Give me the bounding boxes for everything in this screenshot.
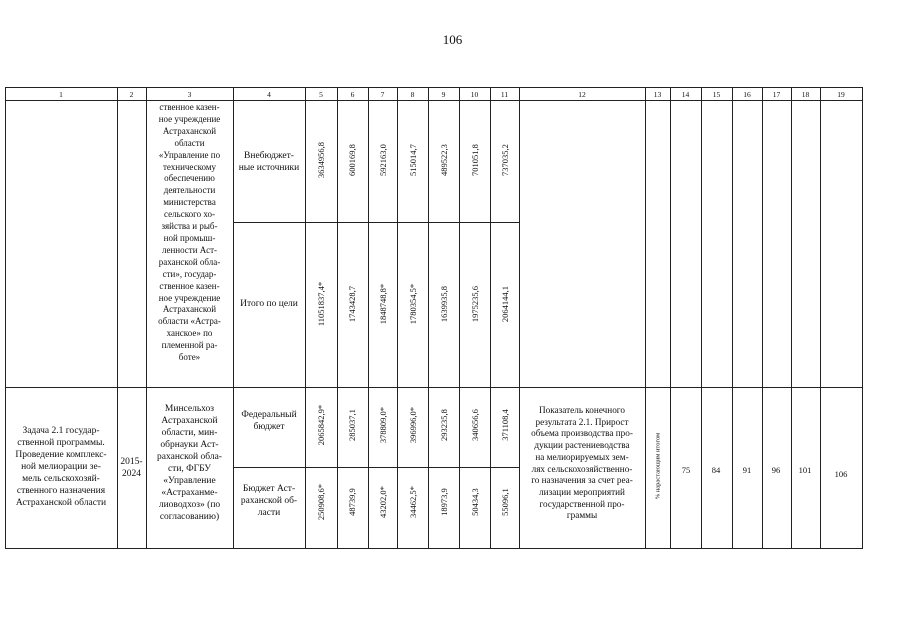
page-number: 106	[442, 32, 463, 47]
value-cell: 48739,9	[347, 488, 357, 516]
col-border	[428, 87, 429, 549]
row-divider	[233, 222, 519, 223]
value-cell: 515014,7	[408, 144, 418, 176]
value-cell: 737035,2	[500, 144, 510, 176]
col-border	[762, 87, 763, 549]
col-border	[397, 87, 398, 549]
header-cell: 15	[712, 90, 721, 99]
source-offbudget: Внебюджет- ные источники	[238, 151, 300, 173]
indicator-value: 96	[771, 465, 781, 475]
table-bottom-border	[5, 548, 862, 549]
value-cell: 11051837,4*	[316, 281, 326, 327]
header-cell: 17	[772, 90, 781, 99]
executor-task: Минсельхоз Астраханской области, мин- обрнауки Аст- раханской обла- сти, ФГБУ «Управление «Астраханме- лиоводхоз» (по согласованию)	[157, 404, 222, 522]
table-top-border	[5, 87, 862, 88]
header-cell: 8	[410, 90, 415, 99]
value-cell: 701051,8	[470, 144, 480, 176]
col-border	[645, 87, 646, 549]
value-cell: 371108,4	[500, 409, 510, 441]
executor-continued: ственное казен- ное учреждение Астраханской области «Управление по техническому обеспечению деятельности министерства сельского хо- зяйства и рыб- ной промыш- ленности Аст- раханской обла- сти», государ- ственное казен- ное учреждение Астраханской области «Астра- ханское» по племенной ра- боте»	[158, 102, 221, 363]
col-border	[368, 87, 369, 549]
header-cell: 10	[470, 90, 479, 99]
header-cell: 6	[350, 90, 355, 99]
header-cell: 18	[801, 90, 810, 99]
value-cell: 1780354,5*	[408, 283, 418, 325]
value-cell: 396996,0*	[408, 406, 418, 444]
header-cell: 14	[681, 90, 690, 99]
header-cell: 19	[837, 90, 845, 99]
value-cell: 50434,3	[470, 488, 480, 516]
value-cell: 18973,9	[439, 488, 449, 516]
header-cell: 11	[500, 90, 509, 99]
value-cell: 34462,5*	[408, 486, 418, 518]
col-border	[701, 87, 702, 549]
source-federal: Федеральный бюджет	[241, 410, 297, 432]
value-cell: 55096,1	[500, 488, 510, 516]
indicator-value: 101	[798, 465, 812, 475]
value-cell: 600169,8	[347, 144, 357, 176]
col-border	[670, 87, 671, 549]
col-border	[732, 87, 733, 549]
header-cell: 5	[319, 90, 323, 99]
col-border	[337, 87, 338, 549]
indicator-value: 106	[834, 469, 848, 479]
value-cell: 2065842,9*	[316, 404, 326, 446]
col-border	[305, 87, 306, 549]
value-cell: 489522,3	[439, 144, 449, 176]
col-border	[490, 87, 491, 549]
task-label: Задача 2.1 государ- ственной программы. Проведение комплекс- ной мелиорации зе- мель сельскохозяй- ственного назначения Астраханской области	[15, 426, 107, 508]
value-cell: 285037,1	[347, 409, 357, 441]
value-cell: 1743428,7	[347, 285, 357, 323]
value-cell: 43202,0*	[378, 486, 388, 518]
value-cell: 293235,8	[439, 409, 449, 441]
row-divider	[5, 387, 862, 388]
indicator-unit: % нарастающим итогом	[654, 432, 662, 500]
value-cell: 1848748,8*	[378, 283, 388, 325]
indicator-value: 91	[742, 465, 752, 475]
header-cell: 4	[267, 90, 271, 99]
header-cell: 13	[653, 90, 662, 99]
header-cell: 2	[129, 90, 134, 99]
indicator-text: Показатель конечного результата 2.1. Прирост объема производства про- дукции растениеводства на мелиорируемых зем- лях сельскохозяйственно- го назначения за счет реа- лизации мероприятий государственной про- граммы	[531, 405, 633, 521]
period: 2015- 2024	[120, 457, 143, 479]
value-cell: 1975235,6	[470, 285, 480, 323]
value-cell: 3634956,8	[316, 141, 326, 179]
header-cell: 9	[441, 90, 446, 99]
header-cell: 16	[743, 90, 751, 99]
header-cell: 7	[380, 90, 385, 99]
col-border	[820, 87, 821, 549]
header-cell: 12	[578, 90, 586, 99]
value-cell: 340656,6	[470, 409, 480, 441]
col-border	[459, 87, 460, 549]
row-divider	[233, 467, 519, 468]
value-cell: 2064144,1	[500, 285, 510, 323]
value-cell: 1639935,8	[439, 285, 449, 323]
col-border	[862, 87, 863, 549]
source-regional: Бюджет Аст- раханской об- ласти	[240, 484, 298, 518]
col-border	[791, 87, 792, 549]
header-cell: 3	[187, 90, 192, 99]
value-cell: 378809,0*	[378, 406, 388, 444]
value-cell: 250908,6*	[316, 483, 326, 521]
header-cell: 1	[59, 90, 63, 99]
value-cell: 592163,0	[378, 144, 388, 176]
indicator-value: 75	[681, 465, 691, 475]
indicator-value: 84	[711, 465, 721, 475]
source-total: Итого по цели	[240, 299, 298, 309]
